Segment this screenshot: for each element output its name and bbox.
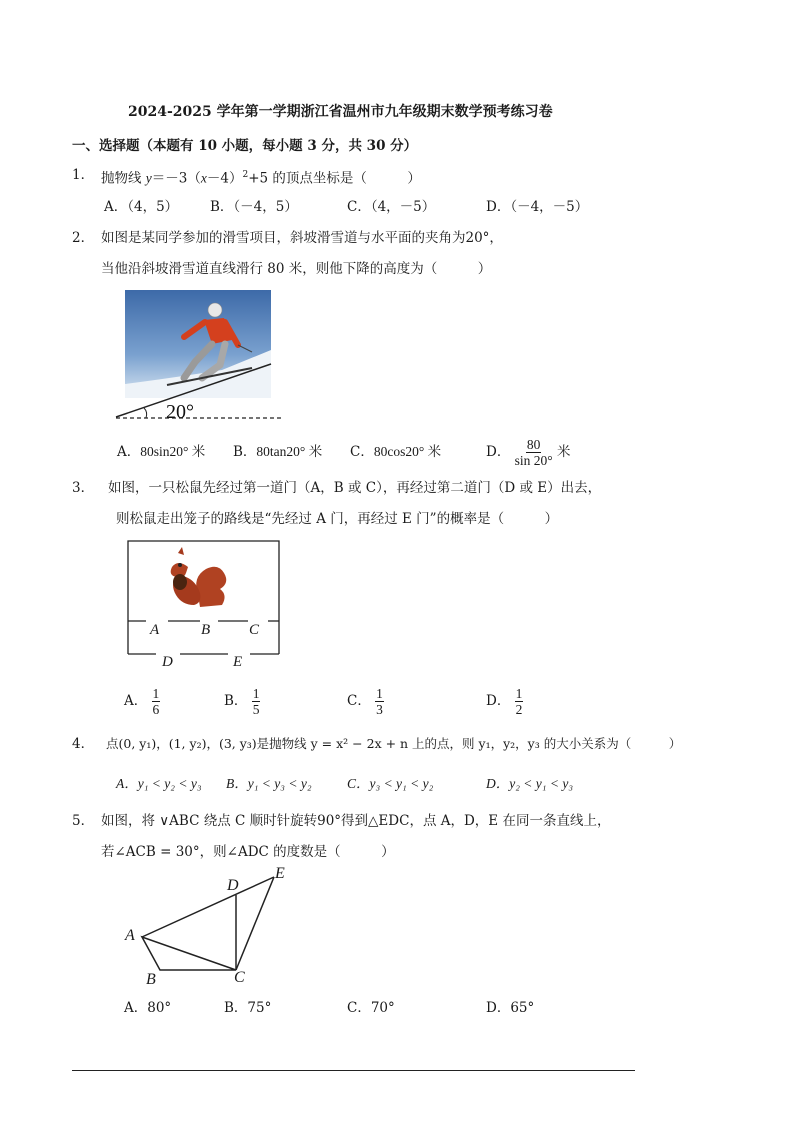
q5-number: 5． xyxy=(72,813,95,829)
q4-stem: 点(0, y₁)，(1, y₂)，(3, y₃)是抛物线 y = x² − 2x + n 上的点，则 y₁，y₂，y₃ 的大小关系为（ ） xyxy=(106,736,682,751)
q2-option-c[interactable]: C．80cos20° 米 xyxy=(350,444,442,460)
q3-option-a[interactable]: A． $\frac{1}{6}$ xyxy=(124,686,160,717)
rotation-triangle-figure xyxy=(120,865,300,990)
squirrel-cage-figure xyxy=(120,537,285,672)
q4-option-a[interactable]: A．y₁ < y₂ < y₃ xyxy=(116,776,202,791)
q2-option-a[interactable]: A．80sin20° 米 xyxy=(117,444,206,460)
q3-line1: 如图，一只松鼠先经过第一道门（A，B 或 C），再经过第二道门（D 或 E）出去， xyxy=(108,480,602,496)
section-heading: 一、选择题（本题有 10 小题，每小题 3 分，共 30 分） xyxy=(72,138,418,154)
gate-a-label: A xyxy=(150,622,160,638)
gate-b-label: B xyxy=(201,622,211,638)
q2-line1: 如图是某同学参加的滑雪项目，斜坡滑雪道与水平面的夹角为20°， xyxy=(101,230,503,246)
point-d-label: D xyxy=(227,877,239,894)
page-title: 2024-2025 学年第一学期浙江省温州市九年级期末数学预考练习卷 xyxy=(128,104,553,120)
q2-option-b[interactable]: B．80tan20° 米 xyxy=(233,444,323,460)
angle-label: 20° xyxy=(166,401,194,423)
q1-stem: 抛物线 $y=-3(x-4)^2+5$ 的顶点坐标是（ ） xyxy=(101,170,421,187)
q1-option-a[interactable]: A．（4，5） xyxy=(104,199,179,215)
q3-option-b[interactable]: B． $\frac{1}{5}$ xyxy=(224,686,260,717)
q5-option-a[interactable]: A．80° xyxy=(124,1000,172,1016)
q5-option-b[interactable]: B．75° xyxy=(224,1000,272,1016)
footer-divider xyxy=(72,1070,635,1071)
q3-option-c[interactable]: C． $\frac{1}{3}$ xyxy=(347,686,383,717)
q4-option-c[interactable]: C．y₃ < y₁ < y₂ xyxy=(347,776,434,791)
q3-number: 3． xyxy=(72,480,95,496)
q5-option-c[interactable]: C．70° xyxy=(347,1000,395,1016)
q2-option-d[interactable]: D． $\frac{80}{\sin 20^\circ}$ 米 xyxy=(486,437,571,468)
point-b-label: B xyxy=(146,971,156,988)
q1-option-c[interactable]: C．（4，－5） xyxy=(347,199,436,215)
point-a-label: A xyxy=(125,927,135,944)
q4-option-d[interactable]: D．y₂ < y₁ < y₃ xyxy=(486,776,574,791)
q2-number: 2． xyxy=(72,230,95,246)
q4-number: 4． xyxy=(72,736,95,752)
q5-option-d[interactable]: D．65° xyxy=(486,1000,535,1016)
q3-option-d[interactable]: D． $\frac{1}{2}$ xyxy=(486,686,523,717)
gate-d-label: D xyxy=(162,654,173,670)
q4-option-b[interactable]: B．y₁ < y₃ < y₂ xyxy=(226,776,312,791)
q2-line2: 当他沿斜坡滑雪道直线滑行 80 米，则他下降的高度为（ ） xyxy=(101,261,492,277)
q3-line2: 则松鼠走出笼子的路线是“先经过 A 门，再经过 E 门”的概率是（ ） xyxy=(116,511,559,527)
gate-c-label: C xyxy=(249,622,260,638)
q1-number: 1． xyxy=(72,167,95,183)
q2-option-d-fraction: $\frac{80}{\sin 20^\circ}$ xyxy=(514,437,553,468)
q1-option-d[interactable]: D．（－4，－5） xyxy=(486,199,589,215)
q5-line2: 若∠ACB = 30°，则∠ADC 的度数是（ ） xyxy=(101,844,395,860)
q5-line1: 如图，将 ∨ABC 绕点 C 顺时针旋转90°得到△EDC，点 A，D，E 在同一条直线上， xyxy=(101,813,611,829)
skier-figure xyxy=(112,290,287,425)
gate-e-label: E xyxy=(233,654,243,670)
q1-option-b[interactable]: B．（－4，5） xyxy=(210,199,298,215)
point-c-label: C xyxy=(234,969,245,986)
point-e-label: E xyxy=(275,865,285,882)
